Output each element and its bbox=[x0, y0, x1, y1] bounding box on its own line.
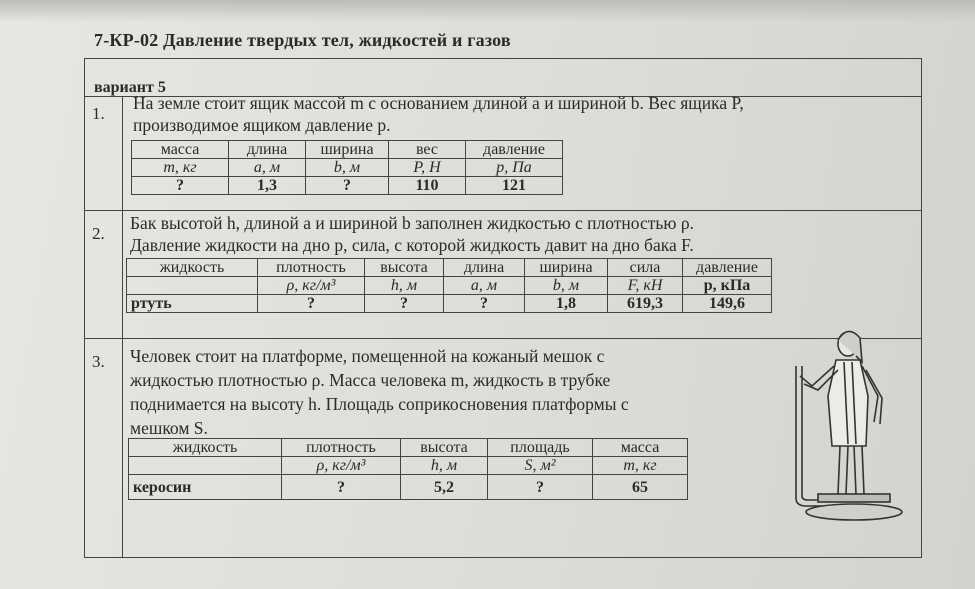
table-cell: масса bbox=[593, 439, 688, 457]
table-cell bbox=[127, 277, 258, 295]
divider bbox=[84, 210, 922, 211]
table-cell: длина bbox=[229, 141, 306, 159]
table-cell: 1,8 bbox=[525, 295, 608, 313]
table-cell: жидкость bbox=[129, 439, 282, 457]
problem-text-line: Человек стоит на платформе, помещенной на кожаный мешок с bbox=[130, 346, 605, 366]
table-cell: сила bbox=[608, 259, 683, 277]
table-cell: ? bbox=[444, 295, 525, 313]
table-cell: h, м bbox=[401, 457, 488, 475]
page-title: 7-КР-02 Давление твердых тел, жидкостей и газов bbox=[94, 30, 511, 50]
table-cell: длина bbox=[444, 259, 525, 277]
table-cell: плотность bbox=[282, 439, 401, 457]
number-column-rule bbox=[122, 96, 123, 558]
table-cell: ширина bbox=[306, 141, 389, 159]
table-cell: давление bbox=[683, 259, 772, 277]
table-cell: 121 bbox=[466, 177, 563, 195]
table-cell: 149,6 bbox=[683, 295, 772, 313]
table-cell: давление bbox=[466, 141, 563, 159]
table-unit-row bbox=[129, 457, 688, 475]
table-unit-row bbox=[127, 277, 772, 295]
table-cell: m, кг bbox=[593, 457, 688, 475]
table-cell: m, кг bbox=[132, 159, 229, 177]
man-on-platform-illustration bbox=[782, 326, 912, 526]
variant-label: вариант 5 bbox=[94, 79, 166, 96]
table-cell: ? bbox=[258, 295, 365, 313]
problem-text-line: Бак высотой h, длиной a и шириной b заполнен жидкостью с плотностью ρ. bbox=[130, 213, 694, 233]
table-cell: ? bbox=[365, 295, 444, 313]
table-cell: ? bbox=[306, 177, 389, 195]
problem-text-line: жидкостью плотностью ρ. Масса человека m, жидкость в трубке bbox=[130, 370, 611, 390]
problem-1-text bbox=[133, 92, 744, 136]
problem-text-line: мешком S. bbox=[130, 418, 208, 438]
table-cell: ртуть bbox=[127, 295, 258, 313]
problem-2-text bbox=[130, 212, 694, 256]
table-cell: ? bbox=[488, 475, 593, 500]
table-cell: высота bbox=[401, 439, 488, 457]
table-cell: F, кН bbox=[608, 277, 683, 295]
table-header-row bbox=[132, 141, 563, 159]
table-cell: 619,3 bbox=[608, 295, 683, 313]
table-value-row bbox=[127, 295, 772, 313]
page-shadow bbox=[0, 0, 975, 22]
problem-3-text bbox=[130, 344, 629, 440]
problem-text-line: поднимается на высоту h. Площадь соприкосновения платформы с bbox=[130, 394, 629, 414]
table-header-row bbox=[129, 439, 688, 457]
table-cell: высота bbox=[365, 259, 444, 277]
table-cell: ширина bbox=[525, 259, 608, 277]
problem-number: 3. bbox=[92, 352, 105, 371]
table-cell: 110 bbox=[389, 177, 466, 195]
table-cell: ρ, кг/м³ bbox=[282, 457, 401, 475]
table-cell: p, Па bbox=[466, 159, 563, 177]
problem-3-table bbox=[128, 438, 688, 500]
problem-number: 2. bbox=[92, 224, 105, 243]
table-cell: S, м² bbox=[488, 457, 593, 475]
table-cell: 5,2 bbox=[401, 475, 488, 500]
table-cell: жидкость bbox=[127, 259, 258, 277]
table-cell: 65 bbox=[593, 475, 688, 500]
problem-number: 1. bbox=[92, 104, 105, 123]
table-cell: керосин bbox=[129, 475, 282, 500]
table-unit-row bbox=[132, 159, 563, 177]
table-cell: масса bbox=[132, 141, 229, 159]
table-cell: плотность bbox=[258, 259, 365, 277]
problem-text-line: производимое ящиком давление p. bbox=[133, 115, 391, 135]
table-cell: h, м bbox=[365, 277, 444, 295]
table-cell: p, кПа bbox=[683, 277, 772, 295]
table-cell: площадь bbox=[488, 439, 593, 457]
table-value-row bbox=[129, 475, 688, 500]
table-cell bbox=[129, 457, 282, 475]
table-cell: 1,3 bbox=[229, 177, 306, 195]
table-cell: a, м bbox=[444, 277, 525, 295]
table-cell: a, м bbox=[229, 159, 306, 177]
table-header-row bbox=[127, 259, 772, 277]
table-cell: ρ, кг/м³ bbox=[258, 277, 365, 295]
table-value-row bbox=[132, 177, 563, 195]
problem-1-table bbox=[131, 140, 563, 195]
table-cell: b, м bbox=[306, 159, 389, 177]
table-cell: вес bbox=[389, 141, 466, 159]
table-cell: ? bbox=[132, 177, 229, 195]
table-cell: b, м bbox=[525, 277, 608, 295]
problem-text-line: Давление жидкости на дно p, сила, с которой жидкость давит на дно бака F. bbox=[130, 235, 694, 255]
table-cell: ? bbox=[282, 475, 401, 500]
problem-text-line: На земле стоит ящик массой m с основанием длиной a и шириной b. Вес ящика P, bbox=[133, 93, 744, 113]
table-cell: P, Н bbox=[389, 159, 466, 177]
problem-2-table bbox=[126, 258, 772, 313]
